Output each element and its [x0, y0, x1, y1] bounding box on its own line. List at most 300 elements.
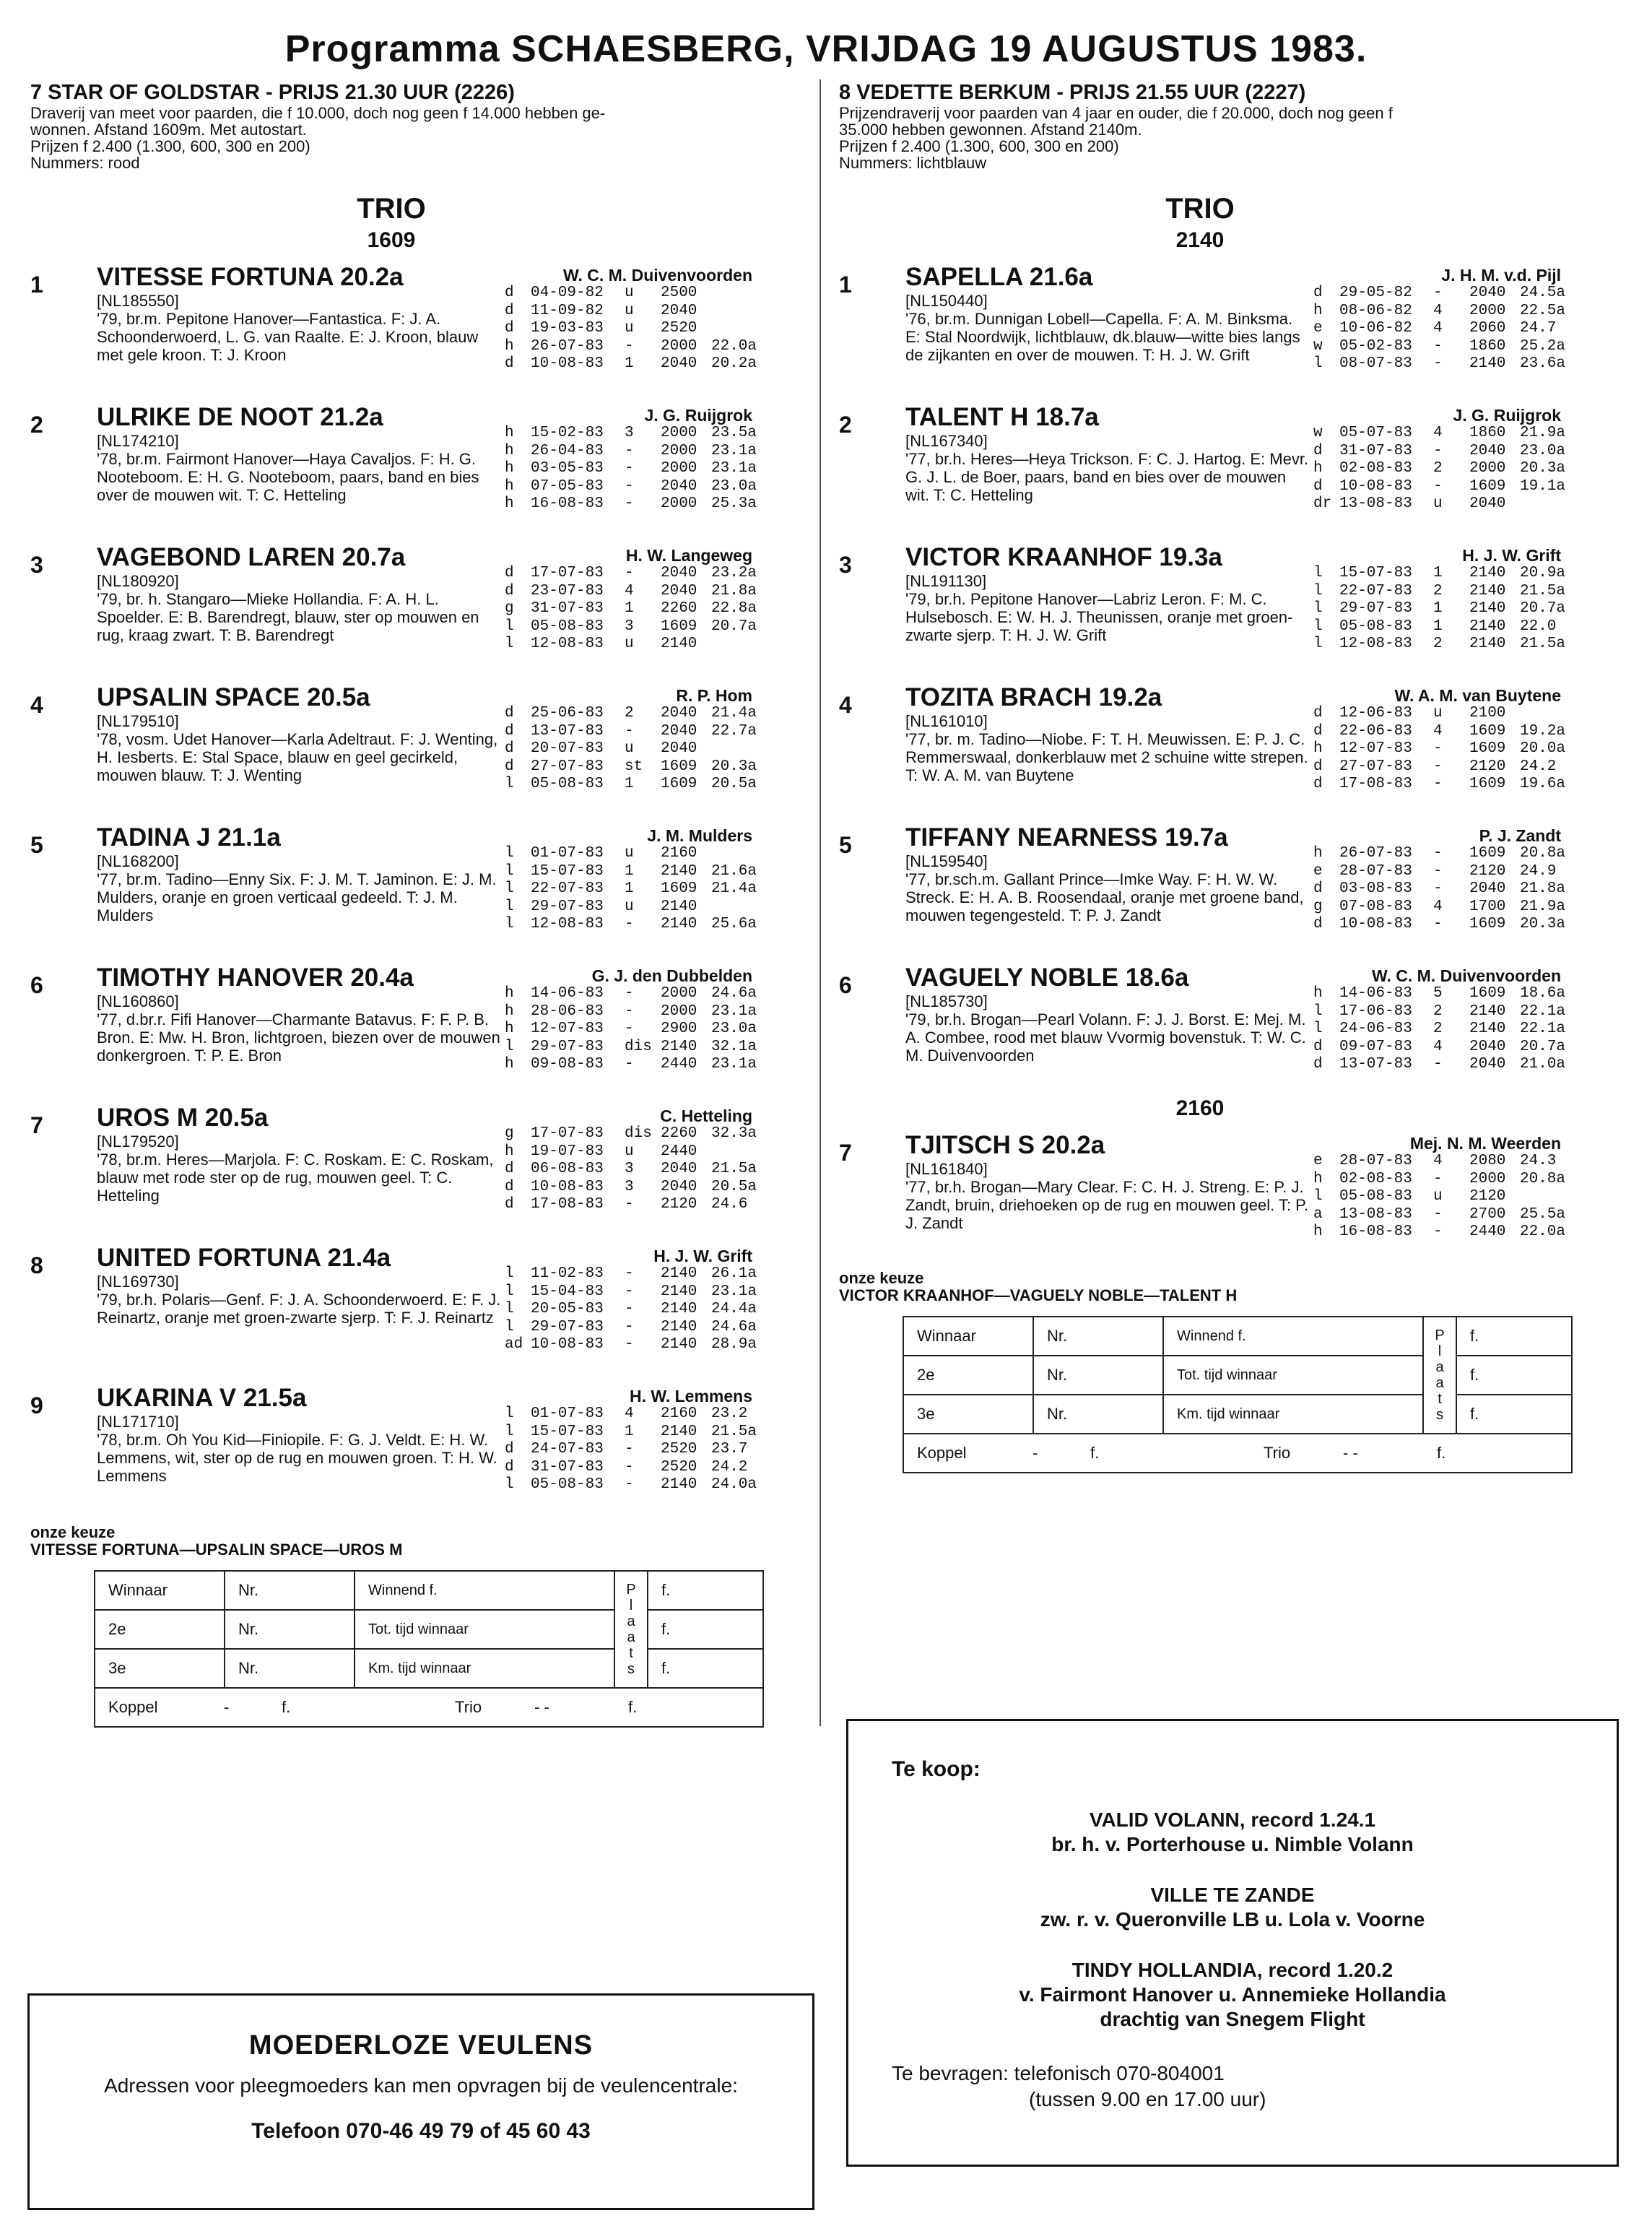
result-cell: 25.3a	[711, 495, 757, 513]
horse-entry	[30, 823, 825, 953]
sale-item	[848, 1808, 1617, 1857]
result-cell: 2440	[1469, 1223, 1506, 1241]
result-cell: l	[505, 776, 514, 793]
result-cell: l	[505, 1301, 514, 1318]
result-cell: 1860	[1469, 425, 1506, 441]
trainer-name: W. C. M. Duivenvoorden	[563, 266, 752, 285]
result-row	[505, 583, 762, 601]
trainer-name: H. J. W. Grift	[653, 1247, 752, 1265]
result-cell: 2040	[661, 722, 697, 740]
result-cell: 15-07-83	[531, 1423, 604, 1440]
result-cell: 2140	[661, 1283, 697, 1300]
result-cell: 13-08-83	[1339, 1205, 1412, 1223]
result-cell: 07-05-83	[531, 477, 604, 495]
result-cell: h	[505, 425, 514, 441]
horse-body	[97, 1384, 501, 1485]
result-cell: 17-06-83	[1339, 1002, 1412, 1020]
horse-name: ULRIKE DE NOOT 21.2a	[97, 403, 383, 431]
result-cell: l	[1313, 1021, 1323, 1038]
result-row	[1313, 355, 1570, 373]
result-cell: 23.7	[711, 1441, 748, 1458]
result-cell: h	[505, 1021, 514, 1038]
result-cell: 19-07-83	[531, 1143, 604, 1160]
result-cell: 32.3a	[711, 1125, 757, 1142]
result-cell: 2060	[1469, 320, 1506, 337]
result-row	[505, 758, 762, 776]
result-cell: l	[1313, 1188, 1323, 1205]
sale-item-name: VALID VOLANN, record 1.24.1	[1089, 1808, 1376, 1831]
result-row	[505, 1003, 762, 1021]
horse-entry	[839, 823, 1626, 953]
result-row	[505, 845, 762, 863]
result-cell: -	[625, 1265, 634, 1282]
horse-description: [NL179520] '78, br.m. Heres—Marjola. F: C. Roskam. E: C. Roskam, blauw met rode ster op de rug, mouwen geel. T: C. Hetteling	[97, 1132, 494, 1205]
table-cell: Winnaar	[903, 1317, 1033, 1356]
result-row	[505, 636, 762, 654]
result-cell: 2120	[1469, 862, 1506, 880]
result-cell: 1609	[1469, 916, 1506, 933]
horse-body	[905, 1131, 1310, 1232]
result-cell: 12-07-83	[1339, 740, 1412, 758]
table-cell: 2e	[903, 1356, 1033, 1395]
result-cell: 23.6a	[1520, 355, 1566, 373]
result-cell: e	[1313, 320, 1323, 337]
result-cell: d	[505, 1458, 514, 1476]
result-cell: 19.2a	[1520, 722, 1566, 740]
result-cell: 21.4a	[711, 880, 757, 898]
result-cell: 13-07-83	[531, 722, 604, 740]
result-cell: d	[505, 320, 514, 337]
ad-title: MOEDERLOZE VEULENS	[248, 2030, 594, 2061]
result-row	[505, 1476, 762, 1494]
result-cell: 20.7a	[1520, 1038, 1566, 1055]
race-7-column	[30, 81, 825, 1728]
result-cell: 2040	[661, 1178, 697, 1195]
result-cell: 17-08-83	[1339, 776, 1412, 793]
result-row	[1313, 320, 1570, 338]
result-cell: 22.5a	[1520, 302, 1566, 319]
result-cell: 2040	[1469, 880, 1506, 898]
trainer-name: H. W. Lemmens	[630, 1387, 752, 1405]
result-cell: dis	[625, 1125, 652, 1142]
result-row	[505, 1179, 762, 1197]
result-cell: -	[625, 1056, 634, 1073]
horse-entry	[30, 1104, 825, 1234]
result-cell: 29-05-82	[1339, 285, 1412, 301]
result-cell: d	[505, 1161, 514, 1178]
result-cell: 22-07-83	[531, 880, 604, 898]
horse-name: VICTOR KRAANHOF 19.3a	[905, 543, 1222, 571]
result-cell: 1609	[661, 618, 697, 635]
horse-description: [NL161840] '77, br.h. Brogan—Mary Clear. F: C. H. J. Streng. E: P. J. Zandt, bruin, driehoeken op de rug en mouwen geel. T: P. J. Zandt	[905, 1160, 1309, 1232]
sale-item-note: drachtig van Snegem Flight	[1100, 2008, 1365, 2030]
result-cell: 2000	[661, 495, 697, 513]
trainer-name: P. J. Zandt	[1479, 826, 1561, 845]
result-cell: 2040	[1469, 442, 1506, 459]
result-cell: 05-02-83	[1339, 337, 1412, 355]
result-cell: 15-04-83	[531, 1283, 604, 1300]
horse-number: 6	[30, 972, 43, 998]
result-row	[1313, 1206, 1570, 1224]
result-cell: 5	[1433, 985, 1443, 1002]
result-row	[505, 565, 762, 583]
horse-description: [NL159540] '77, br.sch.m. Gallant Prince—Imke Way. F: H. W. W. Streck. E: H. A. B. Roosendaal, oranje met groene band, mouwen tegengesteld. T: P. J. Zandt	[905, 852, 1304, 924]
result-cell: -	[1433, 845, 1443, 862]
result-row	[1313, 845, 1570, 863]
result-row	[505, 618, 762, 636]
result-cell: 12-08-83	[531, 916, 604, 933]
table-cell: Nr.	[225, 1610, 355, 1649]
result-cell	[711, 636, 762, 654]
result-row	[505, 985, 762, 1003]
result-cell: -	[625, 1441, 634, 1458]
result-cell: l	[505, 1423, 514, 1440]
horse-description: [NL150440] '76, br.m. Dunnigan Lobell—Capella. F: A. M. Binksma. E: Stal Noordwijk, lichtblauw, dk.blauw—witte bies langs de zijkanten en over de mouwen. T: H. J. W. Grift	[905, 292, 1300, 364]
result-cell: 2040	[661, 565, 697, 581]
horse-description: [NL185550] '79, br.m. Pepitone Hanover—Fantastica. F: J. A. Schoonderwoerd, L. G. van Raalte. E: J. Kroon, blauw met gele kroon. T: J. Kroon	[97, 292, 479, 364]
table-cell: Tot. tijd winnaar	[355, 1610, 614, 1649]
result-cell: st	[625, 758, 643, 775]
result-row	[505, 740, 762, 758]
result-cell: ad	[505, 1336, 523, 1353]
result-cell: 2	[1433, 1002, 1443, 1020]
result-cell: -	[1433, 740, 1443, 758]
result-cell: 21.5a	[711, 1423, 757, 1440]
result-cell: d	[1313, 880, 1323, 898]
race-info-3: Prijzen f 2.400 (1.300, 600, 300 en 200)	[30, 137, 310, 155]
trainer-name: W. A. M. van Buytene	[1394, 686, 1561, 705]
result-cell: h	[1313, 1223, 1323, 1241]
sale-item-name: VILLE TE ZANDE	[1150, 1884, 1315, 1906]
horse-number: 2	[30, 412, 43, 438]
result-cell: 2140	[1469, 600, 1506, 618]
result-cell: 05-08-83	[1339, 618, 1412, 635]
result-cell: 2140	[661, 1301, 697, 1318]
sale-item-pedigree: v. Fairmont Hanover u. Annemieke Hollandia	[1019, 1983, 1446, 2006]
result-cell: 02-08-83	[1339, 1170, 1412, 1187]
horse-name: TIFFANY NEARNESS 19.7a	[905, 823, 1228, 852]
result-cell: 2120	[661, 1196, 697, 1213]
trainer-name: J. G. Ruijgrok	[1453, 406, 1561, 425]
result-row	[1313, 898, 1570, 917]
result-cell: -	[1433, 442, 1443, 459]
result-row	[505, 1405, 762, 1424]
result-cell: 2440	[661, 1056, 697, 1073]
result-cell: u	[625, 898, 634, 915]
result-table	[903, 1316, 1573, 1473]
result-cell: 19-03-83	[531, 320, 604, 337]
result-row	[1313, 600, 1570, 618]
trainer-name: H. W. Langeweg	[625, 546, 752, 565]
result-cell: 09-08-83	[531, 1056, 604, 1073]
table-cell: -	[1032, 1444, 1038, 1462]
result-cell: 4	[1433, 302, 1443, 319]
ad-for-sale	[846, 1719, 1619, 2167]
result-cell: 2140	[1469, 618, 1506, 635]
table-cell: Km. tijd winnaar	[1163, 1395, 1423, 1434]
result-cell: 20.9a	[1520, 565, 1566, 581]
result-cell: 21.5a	[1520, 636, 1566, 653]
result-cell: 29-07-83	[531, 1318, 604, 1335]
horse-description: [NL167340] '77, br.h. Heres—Heya Trickson. F: C. J. Hartog. E: Mevr. G. J. L. de Boer, paars, band en bies over de mouwen wit. T: C. Hetteling	[905, 432, 1309, 504]
ad-orphan-foals	[27, 1993, 814, 2210]
result-row	[1313, 740, 1570, 758]
trainer-name: J. H. M. v.d. Pijl	[1441, 266, 1561, 285]
result-row	[1313, 285, 1570, 303]
result-cell: 23.1a	[711, 442, 757, 459]
result-cell: 2040	[1469, 1056, 1506, 1073]
ad-inquire-phone: Te bevragen: telefonisch 070-804001	[892, 2062, 1225, 2084]
koppel-trio-row	[95, 1688, 763, 1727]
horse-entry	[839, 1131, 1626, 1261]
result-cell: h	[1313, 740, 1323, 758]
horse-name: TALENT H 18.7a	[905, 403, 1099, 431]
result-cell	[711, 898, 762, 917]
table-cell: Koppel	[108, 1698, 158, 1716]
result-cell: 2000	[1469, 302, 1506, 319]
horse-name: TIMOTHY HANOVER 20.4a	[97, 963, 414, 992]
sale-item	[848, 1958, 1617, 2032]
horse-number: 5	[839, 832, 852, 858]
result-cell: -	[1433, 1170, 1443, 1187]
result-cell: 2040	[661, 355, 697, 373]
result-cell: 2260	[661, 1125, 697, 1142]
result-row	[505, 880, 762, 898]
result-cell: 10-08-83	[531, 355, 604, 373]
result-cell: -	[1433, 862, 1443, 880]
horse-body	[97, 263, 501, 364]
race-info-1: Prijzendraverij voor paarden van 4 jaar en ouder, die f 20.000, doch nog geen f	[839, 104, 1393, 122]
result-row	[505, 1196, 762, 1214]
result-cell: 02-08-83	[1339, 460, 1412, 477]
result-cell: -	[625, 916, 634, 933]
result-cell: h	[1313, 985, 1323, 1002]
result-row	[1313, 303, 1570, 321]
distance-label: 2140	[1175, 228, 1225, 252]
result-cell: 2040	[661, 1161, 697, 1178]
result-cell: 08-07-83	[1339, 355, 1412, 373]
plaats-label: P l a a t s	[614, 1571, 648, 1688]
result-row	[505, 303, 762, 321]
table-cell: - -	[1343, 1444, 1358, 1462]
result-cell: 2500	[661, 285, 697, 301]
result-cell: 26.1a	[711, 1265, 757, 1282]
result-cell: d	[1313, 442, 1323, 459]
result-cell: d	[505, 1441, 514, 1458]
result-cell: 27-07-83	[531, 758, 604, 775]
table-cell: f.	[1456, 1395, 1572, 1434]
table-cell: Km. tijd winnaar	[355, 1649, 614, 1688]
result-row	[1313, 478, 1570, 496]
result-cell: 01-07-83	[531, 1405, 604, 1422]
result-cell: 1609	[1469, 845, 1506, 862]
result-cell: 20.8a	[1520, 1170, 1566, 1187]
result-cell: -	[625, 337, 634, 355]
result-cell: 2040	[661, 302, 697, 319]
result-cell: 2	[1433, 460, 1443, 477]
result-cell: 10-06-82	[1339, 320, 1412, 337]
result-cell: 19.1a	[1520, 477, 1566, 495]
result-cell: d	[505, 285, 514, 301]
horse-name: TOZITA BRACH 19.2a	[905, 683, 1162, 711]
ad-inquire	[892, 2061, 1617, 2113]
result-cell: 3	[625, 1178, 634, 1195]
page-title: Programma SCHAESBERG, VRIJDAG 19 AUGUSTUS 1983.	[284, 28, 1368, 70]
result-cell: 31-07-83	[531, 600, 604, 618]
result-row	[505, 355, 762, 373]
result-cell: 2140	[661, 1423, 697, 1440]
result-cell: d	[1313, 1038, 1323, 1055]
trainer-name: W. C. M. Duivenvoorden	[1372, 966, 1561, 985]
result-cell	[1520, 1188, 1570, 1206]
result-cell: l	[505, 1476, 514, 1494]
horse-body	[905, 823, 1310, 924]
result-cell: 10-08-83	[531, 1336, 604, 1353]
horse-list	[30, 263, 825, 1514]
horse-name: TADINA J 21.1a	[97, 823, 281, 852]
horse-name: TJITSCH S 20.2a	[905, 1131, 1105, 1159]
table-cell: f.	[1437, 1444, 1446, 1462]
horse-body	[97, 683, 501, 784]
table-cell: Tot. tijd winnaar	[1163, 1356, 1423, 1395]
result-cell: l	[505, 862, 514, 880]
result-cell: 4	[625, 582, 634, 599]
result-row	[1313, 880, 1570, 898]
our-choice	[30, 1524, 825, 1559]
result-row	[1313, 618, 1570, 636]
horse-body	[97, 1104, 501, 1205]
result-cell: d	[1313, 1056, 1323, 1073]
result-row	[505, 1336, 762, 1354]
horse-description: [NL169730] '79, br.h. Polaris—Genf. F: J. A. Schoonderwoerd. E: F. J. Reinartz, oranje met groen-zwarte sjerp. T: F. J. Reinartz	[97, 1273, 501, 1327]
result-cell: 24.9	[1520, 862, 1557, 880]
horse-name: UROS M 20.5a	[97, 1104, 269, 1132]
result-cell: d	[505, 758, 514, 775]
result-cell: 24.2	[1520, 758, 1557, 775]
horse-number: 6	[839, 972, 852, 998]
table-cell: Nr.	[225, 1649, 355, 1688]
result-cell: u	[625, 740, 634, 758]
result-table	[94, 1570, 764, 1728]
result-cell: 13-08-83	[1339, 495, 1412, 513]
result-cell: 2	[1433, 1021, 1443, 1038]
result-cell: 1	[625, 600, 634, 618]
result-cell: 21.4a	[711, 705, 757, 722]
race-info-4: Nummers: lichtblauw	[839, 154, 987, 172]
result-cell: 3	[625, 425, 634, 441]
results-list	[1313, 705, 1570, 794]
result-cell: 11-09-82	[531, 302, 604, 319]
result-row	[505, 600, 762, 618]
result-cell: 20.0a	[1520, 740, 1566, 758]
result-cell: d	[1313, 705, 1323, 722]
result-row	[505, 898, 762, 917]
horse-body	[905, 963, 1310, 1065]
result-cell: 23.0a	[711, 1021, 757, 1038]
results-list	[505, 1405, 762, 1494]
result-cell: h	[505, 442, 514, 459]
race-info-4: Nummers: rood	[30, 154, 140, 172]
result-cell: h	[1313, 845, 1323, 862]
result-cell: 23.2a	[711, 565, 757, 581]
result-cell: 1	[1433, 565, 1443, 581]
horse-body	[905, 263, 1310, 364]
result-cell: 2000	[661, 985, 697, 1002]
result-cell: 12-06-83	[1339, 705, 1412, 722]
result-cell: l	[1313, 582, 1323, 599]
result-cell: d	[1313, 758, 1323, 775]
result-cell: -	[1433, 1223, 1443, 1241]
horse-entry	[30, 1384, 825, 1514]
result-cell: 23.2	[711, 1405, 748, 1422]
result-cell: l	[505, 845, 514, 862]
result-cell: -	[625, 1336, 634, 1353]
result-cell: l	[1313, 355, 1323, 373]
result-cell: -	[1433, 758, 1443, 775]
our-choice-label: onze keuze	[839, 1269, 924, 1287]
result-row	[505, 1424, 762, 1442]
result-cell: 2000	[1469, 1170, 1506, 1187]
result-cell: 25.2a	[1520, 337, 1566, 355]
result-cell: 4	[1433, 320, 1443, 337]
result-cell: 20.5a	[711, 1178, 757, 1195]
result-cell: 03-05-83	[531, 460, 604, 477]
result-cell: 17-07-83	[531, 565, 604, 581]
table-cell: Trio	[455, 1698, 482, 1716]
result-cell: 2040	[1469, 495, 1506, 513]
horse-number: 4	[839, 692, 852, 718]
result-cell: u	[1433, 495, 1443, 513]
result-cell: 04-09-82	[531, 285, 604, 301]
result-cell: d	[1313, 285, 1323, 301]
result-cell: 2140	[1469, 1021, 1506, 1038]
result-cell	[711, 740, 762, 758]
result-cell: 26-04-83	[531, 442, 604, 459]
result-cell: -	[1433, 285, 1443, 301]
result-row	[505, 1161, 762, 1179]
result-cell: 14-06-83	[531, 985, 604, 1002]
result-cell: 12-08-83	[1339, 636, 1412, 653]
result-row	[1313, 1021, 1570, 1039]
our-choice	[839, 1270, 1626, 1304]
result-cell: 2040	[661, 705, 697, 722]
race-info-3: Prijzen f 2.400 (1.300, 600, 300 en 200)	[839, 137, 1119, 155]
horse-description: [NL191130] '79, br.h. Pepitone Hanover—Labriz Leron. F: M. C. Hulsebosch. E: W. H. J. Theunissen, oranje met groen-zwarte sjerp. T: H. J. W. Grift	[905, 572, 1293, 644]
result-cell: w	[1313, 425, 1323, 441]
result-row	[1313, 1171, 1570, 1189]
result-cell: -	[1433, 337, 1443, 355]
result-row	[505, 460, 762, 478]
result-cell: e	[1313, 862, 1323, 880]
result-cell: -	[625, 477, 634, 495]
result-cell: 24.6a	[711, 985, 757, 1002]
trainer-name: C. Hetteling	[660, 1106, 752, 1125]
horse-entry	[30, 963, 825, 1093]
result-row	[505, 916, 762, 934]
result-cell: 2140	[661, 1336, 697, 1353]
result-cell: 31-07-83	[1339, 442, 1412, 459]
result-row	[505, 320, 762, 338]
trio-label: TRIO	[357, 193, 426, 225]
result-cell: 22.1a	[1520, 1021, 1566, 1038]
result-row	[505, 495, 762, 514]
result-cell: 23.0a	[1520, 442, 1566, 459]
result-cell: 22.0	[1520, 618, 1557, 635]
result-cell: 24-06-83	[1339, 1021, 1412, 1038]
result-cell: 16-08-83	[1339, 1223, 1412, 1241]
horse-body	[905, 683, 1310, 784]
result-cell: 05-08-83	[1339, 1188, 1412, 1205]
